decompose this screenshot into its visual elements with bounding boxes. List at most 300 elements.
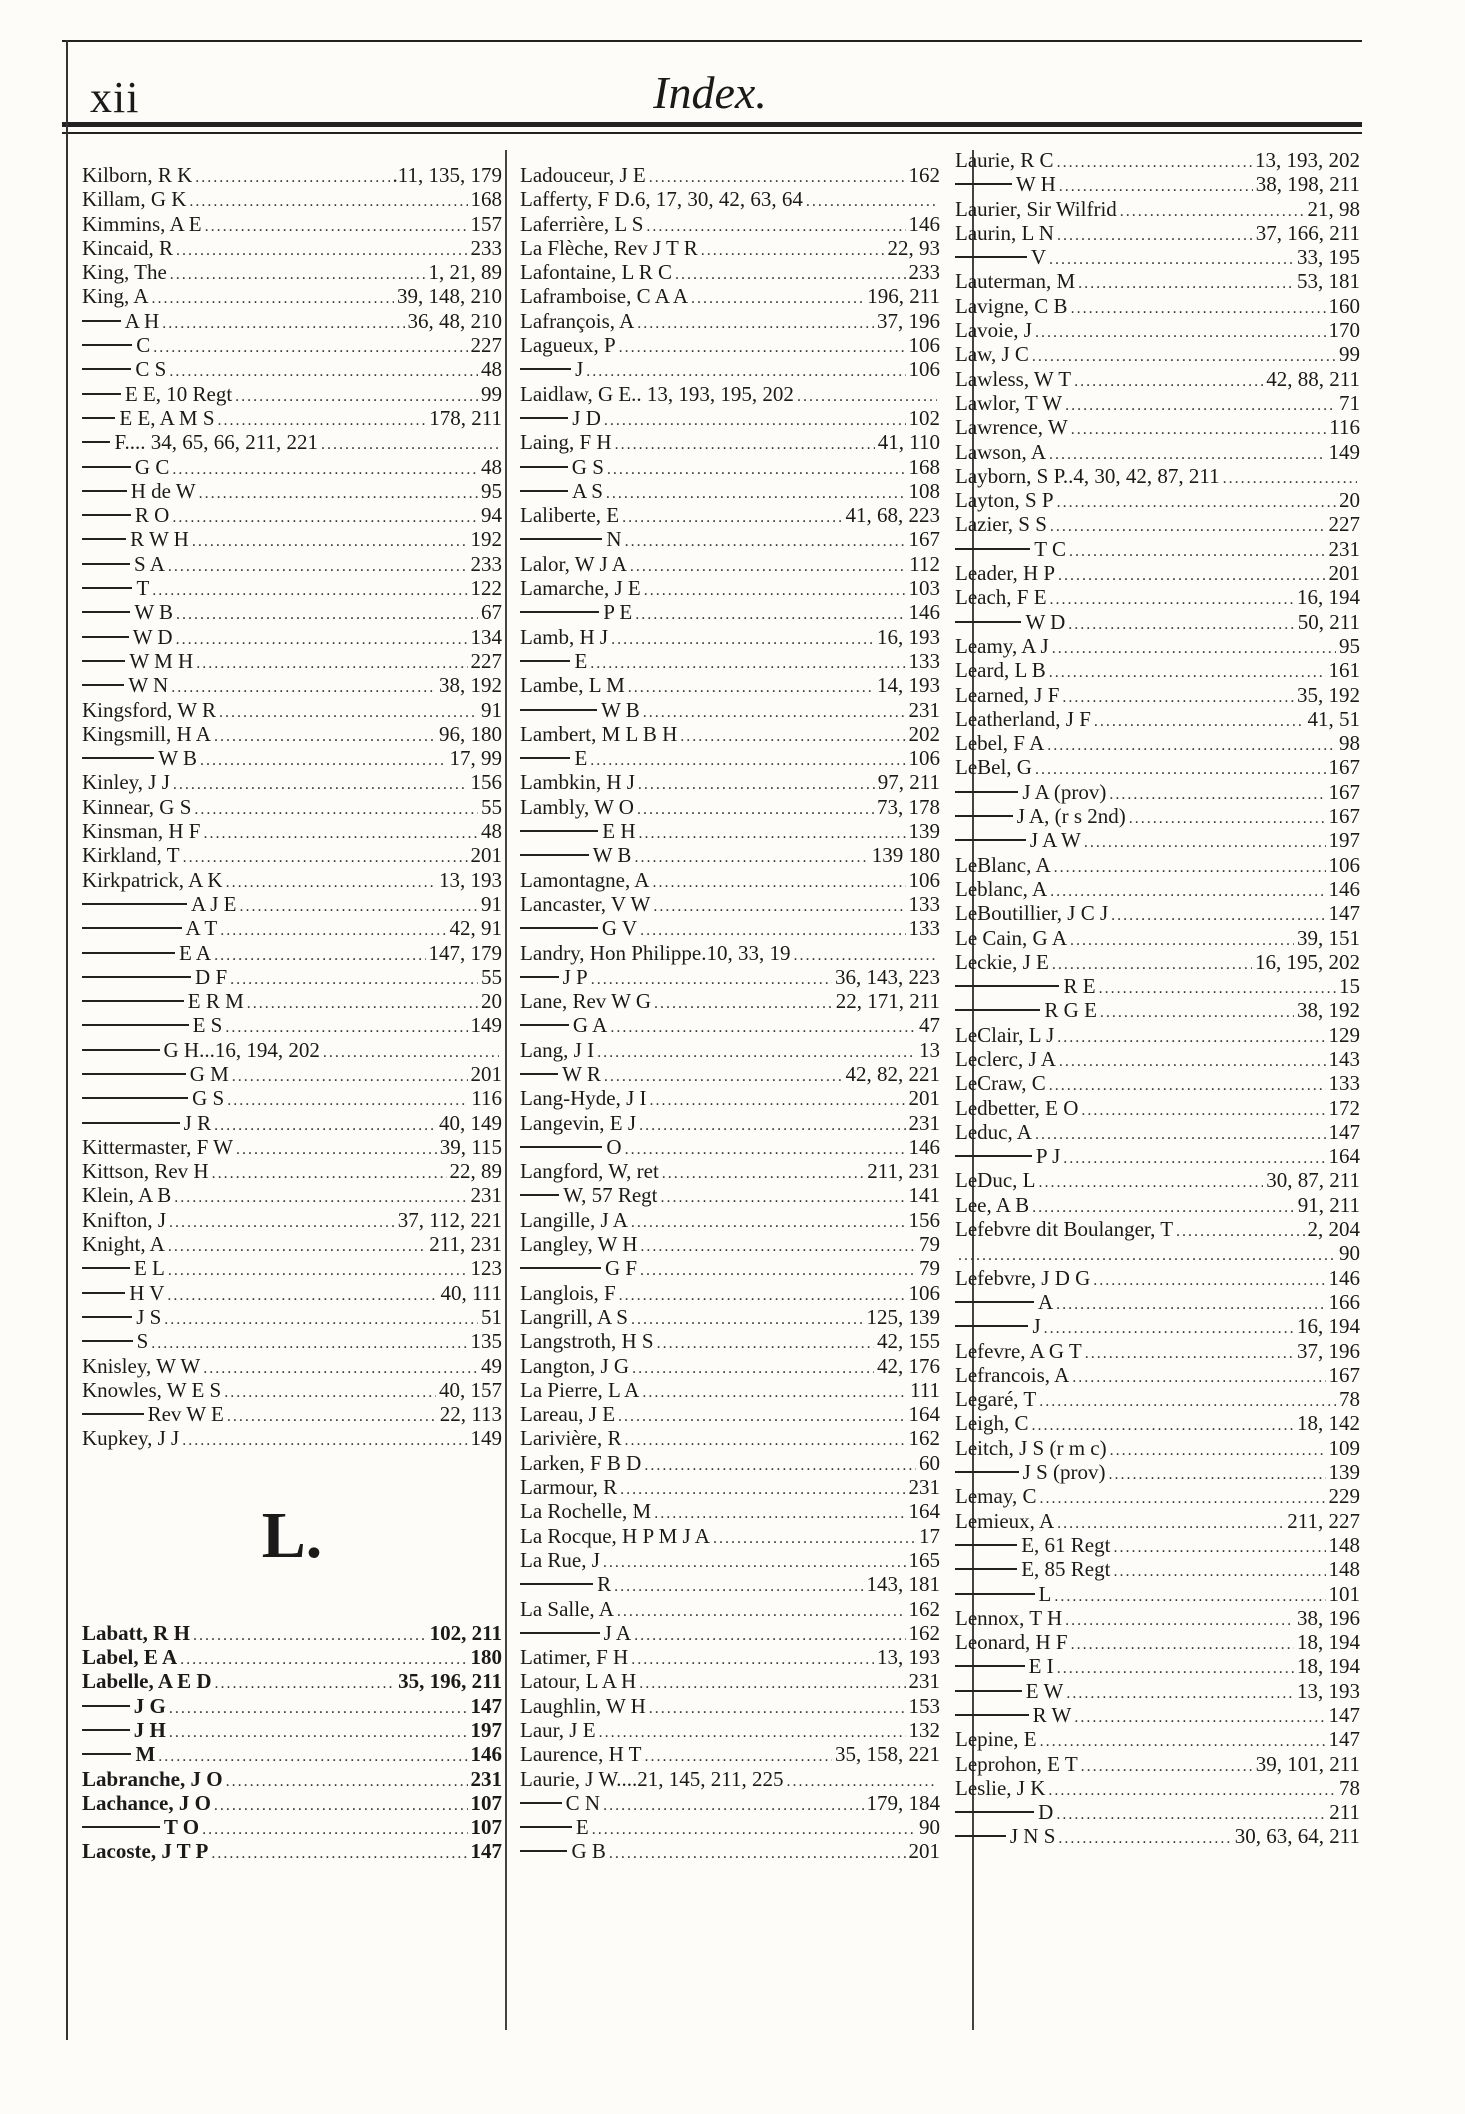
- letter-heading: L.: [261, 1498, 323, 1572]
- entry-name: Lefebvre, J D G: [955, 1265, 1091, 1290]
- index-entry: [82, 503, 502, 527]
- ditto-dash: [955, 1301, 1034, 1303]
- dot-leader: [1057, 1023, 1325, 1050]
- entry-name: Latimer, F H: [520, 1645, 629, 1670]
- entry-name: T: [136, 576, 150, 601]
- entry-name: Kinsman, H F: [82, 819, 201, 844]
- entry-name: Kinnear, G S: [82, 794, 192, 819]
- dot-leader: [806, 187, 937, 214]
- entry-name: Landry, Hon Philippe.10, 33, 19: [520, 940, 791, 965]
- entry-pages: 78: [1339, 1387, 1360, 1412]
- entry-pages: 201: [908, 1839, 940, 1864]
- entry-name: J R: [183, 1110, 212, 1135]
- dot-leader: [1099, 974, 1336, 1001]
- entry-pages: 162: [908, 1426, 940, 1451]
- entry-name: J: [575, 357, 584, 382]
- dot-leader: [592, 1815, 916, 1842]
- index-entry: [82, 1183, 502, 1207]
- entry-name: Lamarche, J E: [520, 576, 641, 601]
- dot-leader: [239, 892, 478, 919]
- dot-leader: [614, 1572, 863, 1599]
- dot-leader: [691, 284, 864, 311]
- entry-name: J A W: [1029, 828, 1081, 853]
- dot-leader: [662, 1159, 864, 1186]
- entry-pages: 99: [481, 381, 502, 406]
- entry-name: Kilborn, R K: [82, 163, 193, 187]
- entry-pages: 40, 149: [439, 1110, 502, 1135]
- entry-pages: 227: [470, 333, 502, 358]
- entry-name: E: [575, 1815, 589, 1840]
- index-entry: [82, 868, 502, 892]
- entry-pages: 16, 195, 202: [1255, 949, 1360, 974]
- entry-pages: 20: [1339, 488, 1360, 513]
- index-entry: [82, 1669, 502, 1693]
- entry-pages: 211: [1329, 1800, 1360, 1825]
- entry-name: E I: [1028, 1654, 1054, 1679]
- entry-name: E: [574, 648, 588, 673]
- entry-name: W M H: [129, 648, 194, 673]
- ditto-dash: [82, 1267, 130, 1269]
- entry-name: LeDuc, L: [955, 1168, 1036, 1193]
- entry-pages: 197: [1328, 828, 1360, 853]
- ditto-dash: [955, 1835, 1006, 1837]
- entry-pages: 55: [481, 794, 502, 819]
- dot-leader: [172, 455, 478, 482]
- entry-name: Leduc, A: [955, 1119, 1032, 1144]
- dot-leader: [1049, 440, 1326, 467]
- index-entry: [520, 1378, 940, 1402]
- entry-pages: 133: [1328, 1071, 1360, 1096]
- entry-name: C S: [135, 357, 167, 382]
- dot-leader: [1069, 537, 1326, 564]
- index-entry: [520, 1815, 940, 1839]
- index-entry: [82, 479, 502, 503]
- column-divider: [505, 150, 507, 2030]
- index-entry: [520, 1524, 940, 1548]
- dot-leader: [1052, 950, 1252, 977]
- dot-leader: [680, 722, 905, 749]
- entry-name: Langley, W H: [520, 1232, 638, 1257]
- entry-name: Langstroth, H S: [520, 1329, 654, 1354]
- entry-name: Lambly, W O: [520, 794, 634, 819]
- ditto-dash: [82, 1316, 132, 1318]
- index-entry: [82, 892, 502, 916]
- entry-pages: 116: [471, 1086, 502, 1111]
- entry-pages: 16, 194: [1297, 1314, 1360, 1339]
- ditto-dash: [520, 660, 570, 662]
- entry-pages: 143, 181: [866, 1572, 940, 1597]
- dot-leader: [624, 1426, 905, 1453]
- entry-name: King, A: [82, 284, 149, 309]
- dot-leader: [607, 455, 906, 482]
- dot-leader: [1057, 148, 1252, 175]
- entry-name: Lafferty, F D.6, 17, 30, 42, 63, 64: [520, 187, 803, 212]
- index-entry: [82, 989, 502, 1013]
- ditto-dash: [520, 976, 559, 978]
- entry-pages: 149: [470, 1013, 502, 1038]
- entry-name: W D: [132, 624, 173, 649]
- ditto-dash: [520, 1146, 602, 1148]
- entry-name: R W: [1032, 1703, 1072, 1727]
- index-entry: [520, 1305, 940, 1329]
- index-entry: [520, 1329, 940, 1353]
- index-entry: [520, 1767, 940, 1791]
- dot-leader: [644, 576, 906, 603]
- index-entry: [82, 576, 502, 600]
- ditto-dash: [955, 1009, 1040, 1011]
- dot-leader: [1074, 367, 1263, 394]
- entry-pages: 13, 193: [877, 1645, 940, 1670]
- page-header: [60, 52, 1360, 132]
- dot-leader: [631, 1208, 906, 1235]
- entry-name: Lang, J I: [520, 1037, 595, 1062]
- ditto-dash: [82, 393, 121, 395]
- index-entry: [520, 649, 940, 673]
- dot-leader: [1032, 1411, 1295, 1438]
- entry-name: A: [1038, 1289, 1054, 1314]
- entry-pages: 106: [908, 867, 940, 892]
- dot-leader: [640, 1256, 916, 1283]
- entry-name: Leslie, J K: [955, 1775, 1046, 1800]
- entry-name: Lemieux, A: [955, 1508, 1055, 1533]
- entry-pages: 35, 196, 211: [398, 1669, 502, 1694]
- index-entry: [82, 1135, 502, 1159]
- ditto-dash: [82, 1122, 180, 1124]
- entry-pages: 164: [908, 1402, 940, 1427]
- entry-pages: 18, 142: [1297, 1411, 1360, 1436]
- header-rule: [62, 122, 1362, 127]
- dot-leader: [713, 1524, 916, 1551]
- entry-name: Langille, J A: [520, 1207, 628, 1232]
- dot-leader: [1057, 488, 1336, 515]
- index-entry: [82, 1159, 502, 1183]
- index-entry: [955, 1460, 1360, 1484]
- dot-leader: [1040, 1727, 1326, 1754]
- dot-leader: [657, 1329, 874, 1356]
- ditto-dash: [955, 1665, 1025, 1667]
- index-entry: [955, 1557, 1360, 1581]
- entry-name: Lambkin, H J: [520, 770, 635, 795]
- ditto-dash: [520, 538, 602, 540]
- ditto-dash: [520, 1850, 567, 1852]
- entry-name: Lefebvre dit Boulanger, T: [955, 1217, 1174, 1242]
- dot-leader: [1035, 318, 1326, 345]
- index-entry: [520, 1232, 940, 1256]
- entry-pages: 148: [1328, 1557, 1360, 1582]
- dot-leader: [151, 1329, 467, 1356]
- index-entry: [955, 755, 1360, 779]
- entry-name: Leonard, H F: [955, 1630, 1068, 1655]
- index-entry: [955, 658, 1360, 682]
- index-entry: [520, 527, 940, 551]
- dot-leader: [1072, 1363, 1325, 1390]
- entry-name: W N: [128, 673, 169, 698]
- index-entry: [520, 989, 940, 1013]
- entry-pages: 167: [908, 527, 940, 552]
- entry-pages: 197: [470, 1717, 502, 1742]
- index-entry: [520, 333, 940, 357]
- ditto-dash: [955, 1593, 1035, 1595]
- ditto-dash: [82, 1413, 144, 1415]
- entry-name: Leckie, J E: [955, 949, 1049, 974]
- entry-pages: 18, 194: [1297, 1654, 1360, 1679]
- ditto-dash: [82, 1753, 131, 1755]
- index-entry: [520, 1135, 940, 1159]
- index-entry: [955, 804, 1360, 828]
- entry-pages: 147: [1328, 901, 1360, 926]
- entry-pages: 42, 155: [877, 1329, 940, 1354]
- index-entry: [82, 236, 502, 260]
- dot-leader: [1039, 1387, 1336, 1414]
- index-entry: [955, 1776, 1360, 1800]
- entry-name: V: [1030, 245, 1047, 270]
- entry-name: R O: [134, 503, 170, 528]
- dot-leader: [603, 1548, 906, 1575]
- entry-pages: 229: [1328, 1484, 1360, 1509]
- index-entry: [955, 512, 1360, 536]
- entry-pages: 39, 151: [1297, 925, 1360, 950]
- entry-name: Lachance, J O: [82, 1790, 211, 1815]
- dot-leader: [654, 1499, 905, 1526]
- entry-name: Kimmins, A E: [82, 211, 202, 236]
- index-entry: [82, 212, 502, 236]
- index-entry: [955, 1314, 1360, 1338]
- dot-leader: [180, 1645, 467, 1672]
- entry-pages: 231: [908, 697, 940, 722]
- index-entry: [955, 1096, 1360, 1120]
- index-entry: [82, 1208, 502, 1232]
- entry-name: W B: [601, 697, 640, 722]
- entry-name: Label, E A: [82, 1645, 178, 1670]
- dot-leader: [644, 1451, 916, 1478]
- dot-leader: [640, 1232, 916, 1259]
- ditto-dash: [82, 952, 175, 954]
- dot-leader: [152, 576, 467, 603]
- entry-name: R G E: [1044, 998, 1097, 1023]
- ditto-dash: [82, 684, 124, 686]
- entry-pages: 98: [1339, 731, 1360, 756]
- ditto-dash: [955, 839, 1026, 841]
- dot-leader: [214, 1111, 436, 1138]
- entry-name: LeCraw, C: [955, 1071, 1046, 1096]
- ditto-dash: [955, 256, 1027, 258]
- entry-name: Laur, J E: [520, 1718, 596, 1742]
- entry-name: Langrill, A S: [520, 1304, 628, 1329]
- entry-pages: 231: [908, 1110, 940, 1135]
- index-entry: [955, 1533, 1360, 1557]
- dot-leader: [615, 430, 875, 457]
- entry-name: Knisley, W W: [82, 1353, 201, 1378]
- entry-name: Laframboise, C A A: [520, 284, 688, 309]
- index-entry: [955, 318, 1360, 342]
- dot-leader: [630, 552, 906, 579]
- entry-pages: 139: [1328, 1460, 1360, 1485]
- dot-leader: [637, 795, 874, 822]
- index-entry: [520, 819, 940, 843]
- index-entry: [520, 163, 940, 187]
- index-entry: [955, 1484, 1360, 1508]
- entry-name: Laurin, L N: [955, 220, 1054, 245]
- entry-name: J: [1032, 1314, 1041, 1339]
- dot-leader: [1176, 1217, 1304, 1244]
- entry-name: G H...16, 194, 202: [163, 1037, 320, 1062]
- dot-leader: [631, 1645, 874, 1672]
- entry-name: A S: [571, 478, 603, 503]
- index-entry: [955, 926, 1360, 950]
- ditto-dash: [82, 660, 125, 662]
- entry-pages: 211, 231: [429, 1232, 502, 1257]
- ditto-dash: [82, 1049, 160, 1051]
- index-entry: [82, 187, 502, 211]
- index-entry: [955, 707, 1360, 731]
- index-entry: [520, 770, 940, 794]
- index-entry: [955, 294, 1360, 318]
- index-entry: [955, 683, 1360, 707]
- index-entry: [520, 1402, 940, 1426]
- dot-leader: [628, 673, 874, 700]
- dot-leader: [172, 503, 478, 530]
- dot-leader: [168, 552, 468, 579]
- entry-name: Lang-Hyde, J I: [520, 1086, 647, 1111]
- entry-name: Labelle, A E D: [82, 1669, 212, 1694]
- index-entry: [955, 877, 1360, 901]
- dot-leader: [176, 600, 478, 627]
- index-entry: [955, 1630, 1360, 1654]
- entry-pages: 227: [470, 648, 502, 673]
- dot-leader: [1059, 1047, 1326, 1074]
- ditto-dash: [520, 757, 570, 759]
- index-entry: [82, 1815, 502, 1839]
- entry-name: W B: [592, 843, 632, 868]
- dot-leader: [1049, 1071, 1326, 1098]
- entry-pages: 167: [1328, 755, 1360, 780]
- dot-leader: [169, 357, 478, 384]
- dot-leader: [1056, 1800, 1326, 1827]
- index-entry: [520, 503, 940, 527]
- index-entry: [955, 1752, 1360, 1776]
- entry-pages: 2, 204: [1307, 1217, 1360, 1242]
- entry-name: E R M: [187, 989, 244, 1014]
- dot-leader: [617, 1597, 906, 1624]
- dot-leader: [1120, 197, 1305, 224]
- dot-leader: [170, 260, 426, 287]
- entry-pages: 168: [470, 187, 502, 212]
- ditto-dash: [82, 927, 182, 929]
- index-entry: [82, 1645, 502, 1669]
- entry-pages: 201: [908, 1086, 940, 1111]
- entry-pages: 39, 148, 210: [397, 284, 502, 309]
- entry-pages: 17, 99: [449, 746, 502, 771]
- index-entry: [955, 1047, 1360, 1071]
- entry-name: Laferrière, L S: [520, 211, 644, 236]
- entry-name: Langlois, F: [520, 1280, 616, 1305]
- entry-pages: 107: [470, 1790, 502, 1815]
- entry-name: G V: [601, 916, 638, 941]
- dot-leader: [226, 868, 436, 895]
- entry-name: N: [606, 527, 622, 552]
- entry-name: A J E: [190, 891, 237, 916]
- entry-name: E L: [133, 1256, 165, 1281]
- entry-pages: 170: [1328, 318, 1360, 343]
- index-entry: [520, 284, 940, 308]
- entry-name: Layborn, S P..4, 30, 42, 87, 211: [955, 463, 1220, 488]
- entry-pages: 233: [908, 260, 940, 285]
- dot-leader: [232, 1062, 468, 1089]
- index-entry: [520, 455, 940, 479]
- entry-name: G C: [134, 454, 170, 479]
- entry-name: E S: [192, 1013, 223, 1038]
- entry-pages: 179, 184: [866, 1790, 940, 1815]
- dot-leader: [176, 625, 468, 652]
- dot-leader: [194, 795, 478, 822]
- dot-leader: [604, 406, 906, 433]
- entry-name: J G: [133, 1693, 166, 1718]
- dot-leader: [1078, 269, 1294, 296]
- dot-leader: [638, 770, 875, 797]
- dot-leader: [599, 1718, 906, 1745]
- entry-pages: 162: [908, 1596, 940, 1621]
- entry-pages: 13, 193: [1297, 1678, 1360, 1703]
- dot-leader: [618, 1402, 905, 1429]
- dot-leader: [1071, 1630, 1294, 1657]
- entry-name: Leblanc, A: [955, 876, 1048, 901]
- index-entry: [520, 552, 940, 576]
- dot-leader: [235, 382, 478, 409]
- entry-pages: 156: [908, 1207, 940, 1232]
- entry-pages: 201: [470, 1061, 502, 1086]
- entry-pages: 201: [1328, 561, 1360, 586]
- entry-pages: 30, 63, 64, 211: [1234, 1824, 1360, 1849]
- entry-pages: 48: [481, 357, 502, 382]
- ditto-dash: [82, 441, 110, 443]
- index-entry: [520, 236, 940, 260]
- entry-pages: 103: [908, 576, 940, 601]
- dot-leader: [603, 1791, 863, 1818]
- entry-pages: 139: [908, 819, 940, 844]
- dot-leader: [1063, 1144, 1325, 1171]
- dot-leader: [1056, 1290, 1325, 1317]
- index-entry: [955, 488, 1360, 512]
- index-entry: [82, 649, 502, 673]
- index-entry: [82, 1402, 502, 1426]
- index-entry: [955, 1703, 1360, 1727]
- entry-name: Knowles, W E S: [82, 1377, 222, 1402]
- entry-name: Lareau, J E: [520, 1402, 616, 1427]
- index-entry: [520, 1451, 940, 1475]
- entry-pages: 79: [919, 1232, 940, 1257]
- ditto-dash: [955, 985, 1059, 987]
- index-entry: [82, 406, 502, 430]
- entry-pages: 231: [908, 1669, 940, 1694]
- entry-pages: 157: [470, 211, 502, 236]
- entry-name: Laughlin, W H: [520, 1693, 646, 1718]
- index-entry: [520, 1694, 940, 1718]
- entry-pages: 160: [1328, 293, 1360, 318]
- dot-leader: [230, 965, 478, 992]
- ditto-dash: [955, 548, 1030, 550]
- entry-name: Leamy, A J: [955, 633, 1049, 658]
- dot-leader: [1059, 172, 1253, 199]
- entry-pages: 16, 193: [877, 624, 940, 649]
- ditto-dash: [82, 1000, 184, 1002]
- entry-name: Le Cain, G A: [955, 925, 1067, 950]
- dot-leader: [1058, 561, 1325, 588]
- dot-leader: [652, 868, 905, 895]
- index-entry: [82, 1232, 502, 1256]
- entry-pages: 146: [908, 211, 940, 236]
- dot-leader: [1052, 634, 1336, 661]
- index-entry: [520, 1426, 940, 1450]
